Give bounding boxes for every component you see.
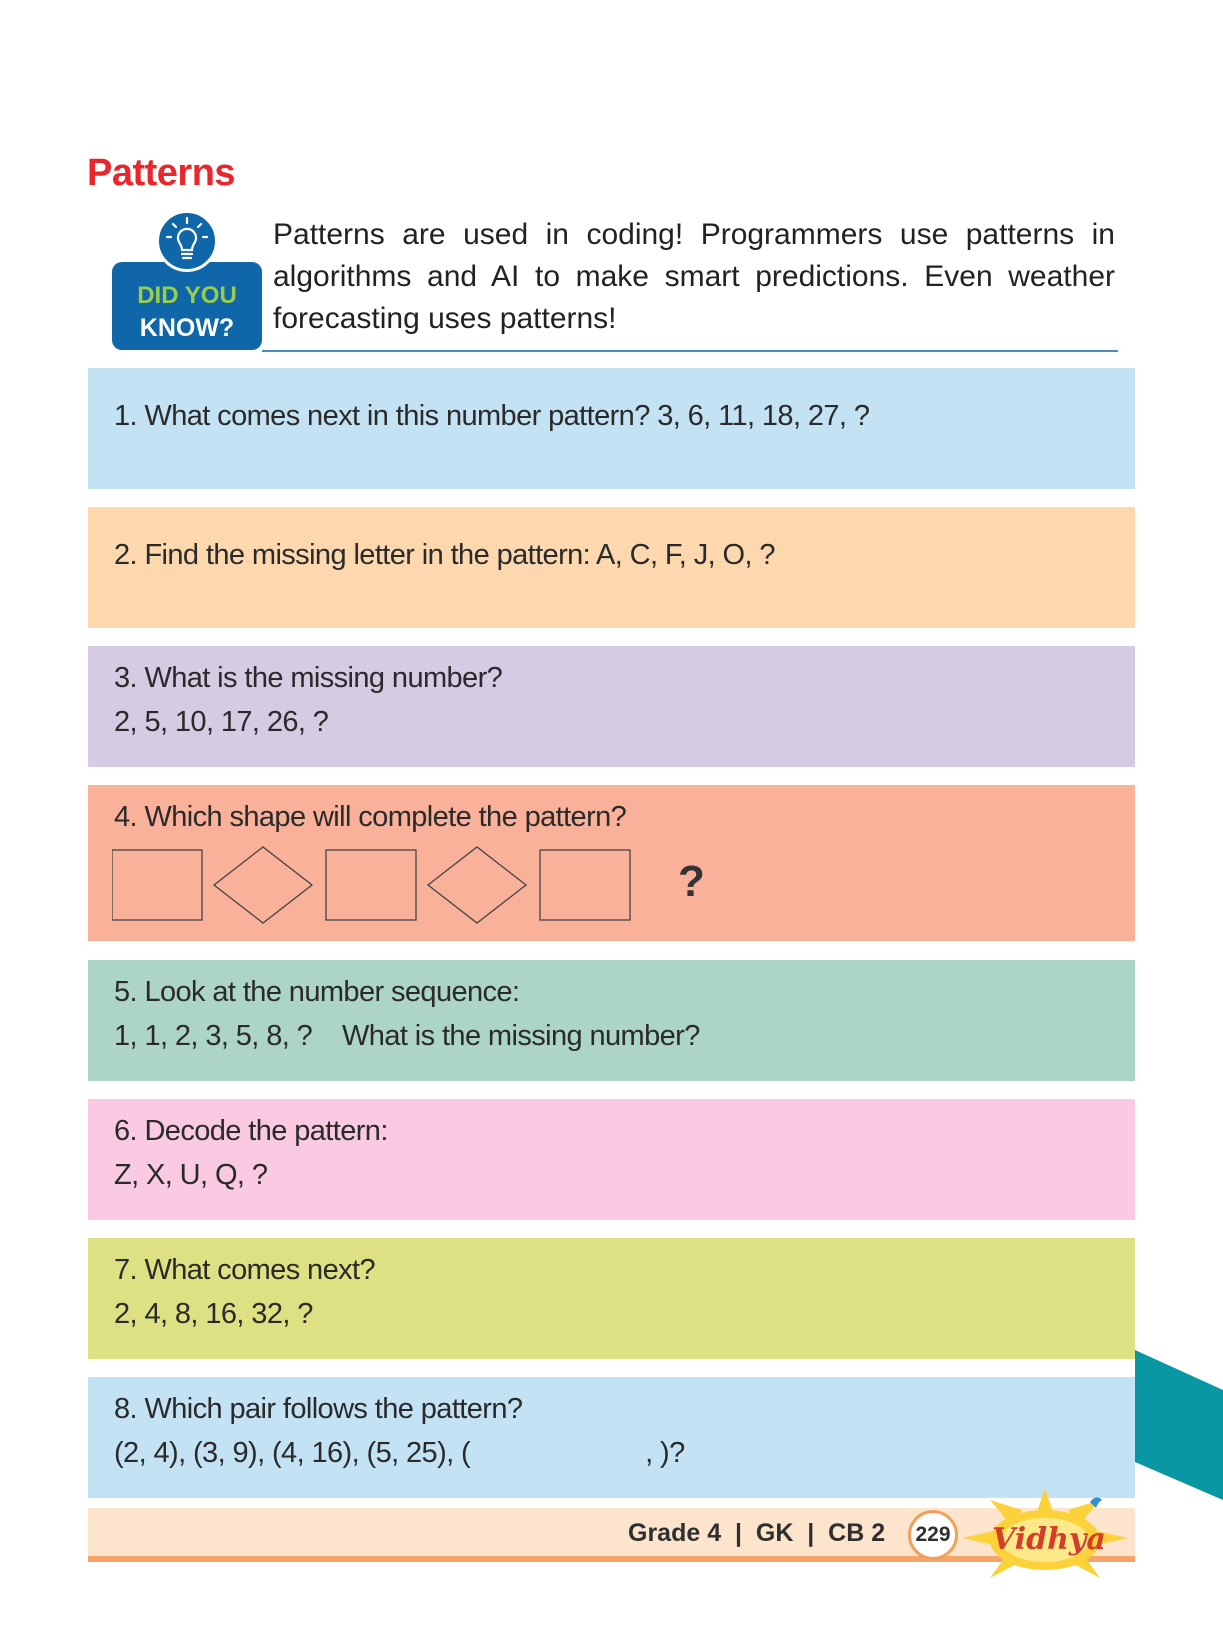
did-you-know-text: Patterns are used in coding! Programmers use patterns in algorithms and AI to make smart predictions. Even weather forecasting uses patterns! xyxy=(273,218,1115,335)
question-text: 2. Find the missing letter in the pattern: A, C, F, J, O, ? xyxy=(114,539,775,571)
question-4 xyxy=(88,785,1135,941)
sequence-start: (2, 4), (3, 9), (4, 16), (5, 25), ( xyxy=(114,1437,471,1469)
did-you-know-badge xyxy=(112,210,262,350)
question-2 xyxy=(88,507,1135,628)
question-text: 7. What comes next? xyxy=(114,1254,375,1286)
question-sequence: 2, 4, 8, 16, 32, ? xyxy=(114,1298,313,1330)
square-shape xyxy=(540,850,630,920)
question-7 xyxy=(88,1238,1135,1359)
logo-text: Vidhya xyxy=(992,1522,1106,1557)
question-sequence: 2, 5, 10, 17, 26, ? xyxy=(114,706,329,738)
page-number: 229 xyxy=(908,1510,958,1560)
question-sequence: Z, X, U, Q, ? xyxy=(114,1159,268,1191)
question-text: 3. What is the missing number? xyxy=(114,662,503,694)
question-text: 8. Which pair follows the pattern? xyxy=(114,1393,523,1425)
page-edge-tab xyxy=(1135,1350,1223,1500)
question-text: 4. Which shape will complete the pattern? xyxy=(114,801,627,833)
diamond-shape xyxy=(428,847,526,923)
question-text: 6. Decode the pattern: xyxy=(114,1115,388,1147)
footer-label: Grade 4 | GK | CB 2 xyxy=(628,1519,886,1547)
lightbulb-icon xyxy=(156,210,218,272)
know-label: KNOW? xyxy=(139,314,235,342)
divider xyxy=(262,350,1118,352)
question-text: 5. Look at the number sequence: xyxy=(114,976,520,1008)
square-shape xyxy=(112,850,202,920)
square-shape xyxy=(326,850,416,920)
page-title: Patterns xyxy=(87,152,236,194)
shape-pattern xyxy=(112,845,672,925)
question-3 xyxy=(88,646,1135,767)
diamond-shape xyxy=(214,847,312,923)
missing-shape-mark: ? xyxy=(678,857,705,906)
question-5 xyxy=(88,960,1135,1081)
question-1 xyxy=(88,368,1135,489)
did-you-label: DID YOU xyxy=(137,282,237,309)
question-6 xyxy=(88,1099,1135,1220)
sequence-end: , )? xyxy=(645,1437,685,1469)
question-8 xyxy=(88,1377,1135,1498)
question-text: 1. What comes next in this number pattern? 3, 6, 11, 18, 27, ? xyxy=(114,400,870,432)
question-sequence xyxy=(114,1437,685,1470)
question-sequence: 1, 1, 2, 3, 5, 8, ? What is the missing number? xyxy=(114,1020,700,1052)
